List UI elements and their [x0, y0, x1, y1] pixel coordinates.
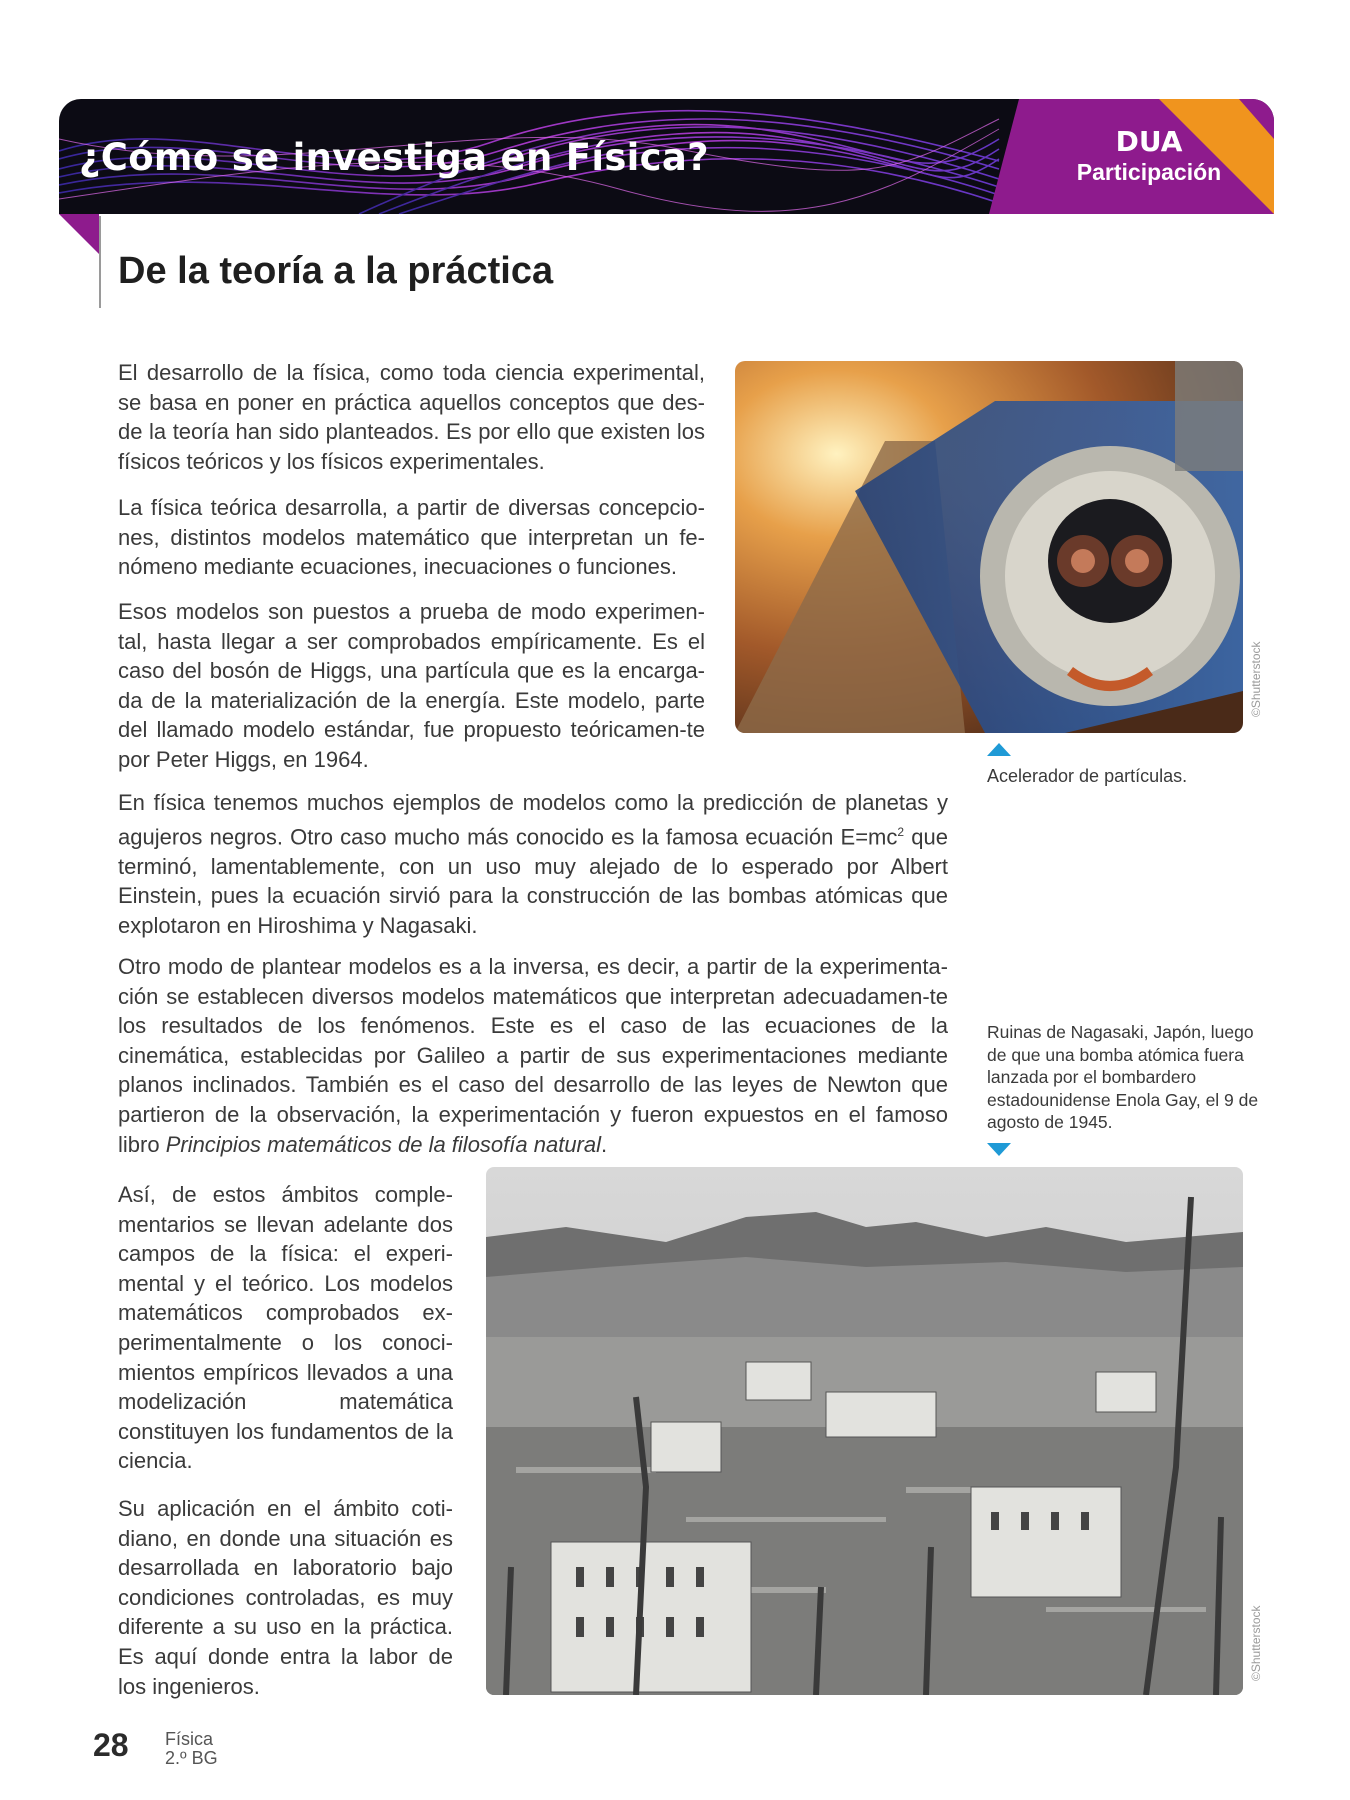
accelerator-credit: ©Shutterstock	[1249, 641, 1263, 717]
dua-label: DUA	[1115, 125, 1183, 158]
page-number: 28	[93, 1727, 129, 1763]
section-title: De la teoría a la práctica	[118, 250, 554, 292]
paragraph-1: El desarrollo de la física, como toda ciencia experimental, se basa en poner en práctica aquellos conceptos que des-de la teoría han sido planteados. Es por ello que existen los físicos teóricos y los físicos experimentales.	[118, 360, 705, 474]
paragraph-6: Así, de estos ámbitos comple-mentarios se llevan adelante dos campos de la física: el experi-mental y el teórico. Los modelos matemáticos comprobados ex-perimentalmente o los conoci-mientos empíricos llevados a una modelización matemática constituyen los fundamentos de la ciencia.	[118, 1182, 453, 1474]
nagasaki-credit: ©Shutterstock	[1249, 1605, 1263, 1681]
banner-title: ¿Cómo se investiga en Física?	[79, 136, 709, 179]
accelerator-photo	[735, 361, 1243, 733]
banner-fold	[59, 214, 99, 254]
accelerator-caption: Acelerador de partículas.	[987, 766, 1188, 786]
dua-sub-label: Participación	[1076, 159, 1222, 185]
paragraph-5: Otro modo de plantear modelos es a la inversa, es decir, a partir de la experimenta-ción se establecen diversos modelos matemáticos que interpretan adecuadamen-te los resultados de los fenómenos. Este es el caso de las ecuaciones de la cinemática, establecidas por Galileo a partir de sus experimentaciones mediante planos inclinados. También es el caso del desarrollo de las leyes de Newton que partieron de la observación, la experimentación y fueron expuestos en el famoso libro Principios matemáticos de la filosofía natural.	[118, 954, 948, 1157]
paragraph-2: La física teórica desarrolla, a partir de diversas concepcio-nes, distintos modelos matemático que interpretan un fe-nómeno mediante ecuaciones, inecuaciones o funciones.	[118, 495, 705, 580]
nagasaki-photo	[486, 1167, 1243, 1695]
caption-up-marker-icon	[987, 743, 1011, 756]
footer-subject	[165, 1730, 218, 1768]
nagasaki-caption: Ruinas de Nagasaki, Japón, luego de que una bomba atómica fuera lanzada por el bombardero estadounidense Enola Gay, el 9 de agosto de 1945.	[987, 1022, 1259, 1132]
paragraph-7: Su aplicación en el ámbito coti-diano, en donde una situación es desarrollada en laboratorio bajo condiciones controladas, es muy diferente a su uso en la práctica. Es aquí donde entra la labor de los ingenieros.	[118, 1496, 453, 1699]
paragraph-4: En física tenemos muchos ejemplos de modelos como la predicción de planetas y agujeros negros. Otro caso mucho más conocido es la famosa ecuación $E=mc^2$ que terminó, lamentablemente, con un uso muy alejado de lo esperado por Albert Einstein, pues la ecuación sirvió para la construcción de las bombas atómicas que explotaron en Hiroshima y Nagasaki.	[118, 790, 948, 938]
caption-down-marker-icon	[987, 1143, 1011, 1156]
section-rule	[99, 216, 101, 308]
grade-label: 2.º BG	[165, 1748, 218, 1768]
subject-name: Física	[165, 1729, 214, 1749]
paragraph-3: Esos modelos son puestos a prueba de modo experimen-tal, hasta llegar a ser comprobados empíricamente. Es el caso del bosón de Higgs, una partícula que es la encarga-da de la materialización de la energía. Este modelo, parte del llamado modelo estándar, fue propuesto teóricamen-te por Peter Higgs, en 1964.	[118, 599, 705, 772]
header-banner	[59, 99, 1274, 214]
